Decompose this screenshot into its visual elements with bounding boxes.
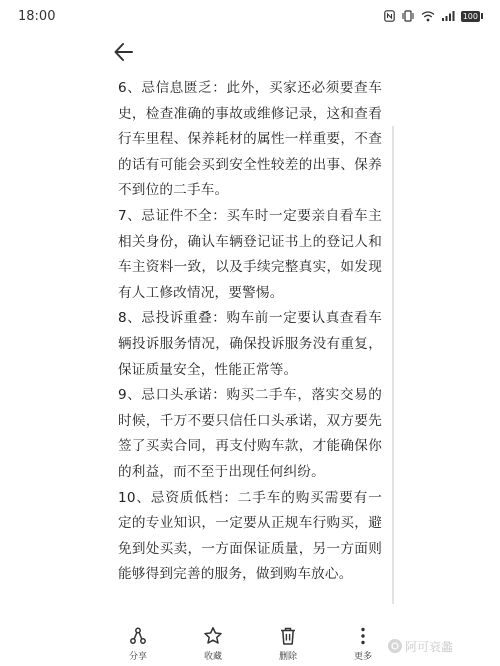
watermark-text: 阿可衰蠡 [405, 639, 454, 654]
more-button[interactable] [333, 626, 393, 664]
battery-level: 100 [462, 11, 478, 21]
vibrate-icon [401, 10, 415, 22]
article-paragraph-8: 8、忌投诉重叠：购车前一定要认真查看车辆投诉服务情况，确保投诉服务没有重复，保证质量安全，性能正常等。 [118, 310, 382, 378]
scroll-indicator[interactable] [392, 126, 394, 604]
back-button[interactable] [112, 40, 142, 64]
account-logo-icon [388, 639, 402, 653]
more-vertical-icon [353, 626, 373, 646]
status-time: 18:00 [18, 9, 56, 24]
status-icons [384, 8, 484, 24]
share-label: 分享 [128, 652, 147, 662]
favorite-button[interactable] [183, 626, 243, 664]
more-label: 更多 [353, 652, 372, 662]
star-icon [203, 626, 223, 646]
battery-icon [481, 13, 484, 19]
article-content [118, 76, 382, 588]
delete-label: 删除 [278, 652, 297, 662]
watermark [388, 636, 453, 656]
status-bar [0, 0, 500, 32]
share-button[interactable] [108, 626, 168, 664]
article-paragraph-6: 6、忌信息匮乏：此外，买家还必须要查车史，检查准确的事故或维修记录，这和查看行车里程、保养耗材的属性一样重要，不查的话有可能会买到安全性较差的出事、保养不到位的二手车。 [118, 80, 382, 199]
favorite-label: 收藏 [203, 652, 222, 662]
signal-icon [441, 10, 455, 22]
trash-icon [278, 626, 298, 646]
nfc-icon [384, 10, 395, 22]
wifi-icon [421, 10, 435, 22]
article-paragraph-7: 7、忌证件不全：买车时一定要亲自看车主相关身份，确认车辆登记证书上的登记人和车主资料一致，以及手续完整真实，如发现有人工修改情况，要警惕。 [118, 207, 382, 301]
share-icon [128, 626, 148, 646]
article-paragraph-10: 10、忌资质低档：二手车的购买需要有一定的专业知识，一定要从正规车行购买，避免到处买卖，一方面保证质量，另一方面则能够得到完善的服务，做到购车放心。 [118, 489, 382, 583]
arrow-left-icon [112, 40, 142, 64]
delete-button[interactable] [258, 626, 318, 664]
article-paragraph-9: 9、忌口头承诺：购买二手车，落实交易的时候，千万不要只信任口头承诺，双方要先签了买卖合同，再支付购车款，才能确保你的利益，而不至于出现任何纠纷。 [118, 387, 382, 480]
battery-indicator [461, 11, 484, 22]
